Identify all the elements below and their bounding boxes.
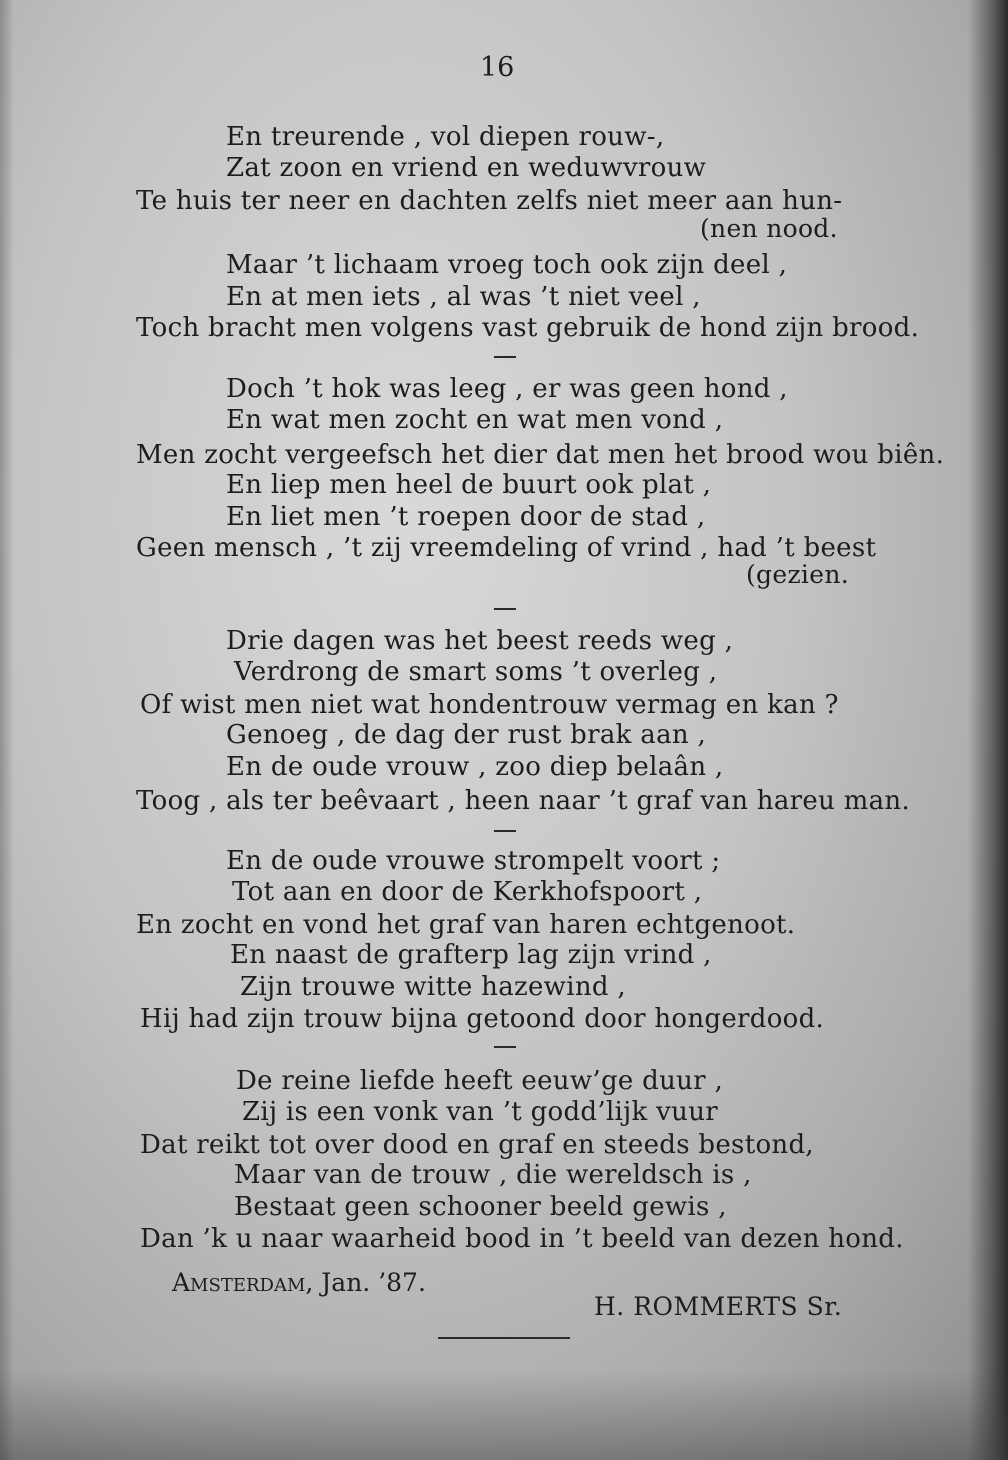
poem-line: En de oude vrouwe strompelt voort ; — [226, 846, 721, 876]
page-edge-shadow-left — [0, 0, 14, 1460]
place-and-date — [172, 1268, 426, 1297]
poem-line: Bestaat geen schooner beeld gewis , — [234, 1192, 727, 1222]
poem-line: Dat reikt tot over dood en graf en steeds bestond, — [140, 1130, 814, 1160]
place-name: Amsterdam — [172, 1268, 306, 1297]
poem-line: En zocht en vond het graf van haren echtgenoot. — [136, 910, 796, 940]
poem-line: Toch bracht men volgens vast gebruik de hond zijn brood. — [136, 313, 920, 343]
poem-line: Te huis ter neer en dachten zelfs niet meer aan hun- — [136, 186, 843, 216]
poem-line: Toog , als ter beêvaart , heen naar ’t graf van hareu man. — [136, 786, 911, 816]
poem-line: Doch ’t hok was leeg , er was geen hond , — [226, 374, 788, 404]
poem-line: De reine liefde heeft eeuw’ge duur , — [236, 1066, 724, 1096]
page-edge-shadow-right — [968, 0, 1008, 1460]
stanza-separator — [494, 830, 516, 832]
poem-line: En liep men heel de buurt ook plat , — [226, 470, 712, 500]
poem-line: Genoeg , de dag der rust brak aan , — [226, 720, 707, 750]
poem-line: Maar ’t lichaam vroeg toch ook zijn deel , — [226, 250, 788, 280]
poem-line: Maar van de trouw , die wereldsch is , — [234, 1160, 752, 1190]
page-edge-shadow-bottom — [0, 1370, 1008, 1460]
poem-line-continuation: (nen nood. — [700, 214, 838, 243]
poem-line: En naast de grafterp lag zijn vrind , — [230, 940, 712, 970]
date: , Jan. ’87. — [305, 1268, 426, 1297]
poem-line: Geen mensch , ’t zij vreemdeling of vrind , had ’t beest — [136, 533, 877, 563]
poem-line: En de oude vrouw , zoo diep belaân , — [226, 752, 724, 782]
poem-line: Zijn trouwe witte hazewind , — [240, 972, 626, 1002]
poem-line: Men zocht vergeefsch het dier dat men het brood wou biên. — [136, 440, 945, 470]
page-number: 16 — [480, 52, 515, 83]
poem-line: Zat zoon en vriend en weduwvrouw — [226, 153, 707, 183]
poem-line: Of wist men niet wat hondentrouw vermag en kan ? — [140, 690, 839, 720]
stanza-separator — [494, 608, 516, 610]
poem-line-continuation: (gezien. — [746, 560, 849, 589]
poem-line: Hij had zijn trouw bijna getoond door hongerdood. — [140, 1004, 825, 1034]
poem-line: Verdrong de smart soms ’t overleg , — [234, 657, 718, 687]
poem-line: Zij is een vonk van ’t godd’lijk vuur — [242, 1097, 718, 1127]
author-signature: H. ROMMERTS Sr. — [594, 1292, 843, 1321]
end-rule — [438, 1337, 570, 1339]
stanza-separator — [494, 356, 516, 358]
poem-line: En at men iets , al was ’t niet veel , — [226, 282, 701, 312]
poem-line: En wat men zocht en wat men vond , — [226, 405, 724, 435]
poem-line: Tot aan en door de Kerkhofspoort , — [232, 877, 703, 907]
poem-line: En treurende , vol diepen rouw-, — [226, 122, 665, 152]
stanza-separator — [494, 1046, 516, 1048]
poem-line: Dan ’k u naar waarheid bood in ’t beeld van dezen hond. — [140, 1224, 904, 1254]
poem-line: En liet men ’t roepen door de stad , — [226, 502, 706, 532]
poem-line: Drie dagen was het beest reeds weg , — [226, 626, 734, 656]
